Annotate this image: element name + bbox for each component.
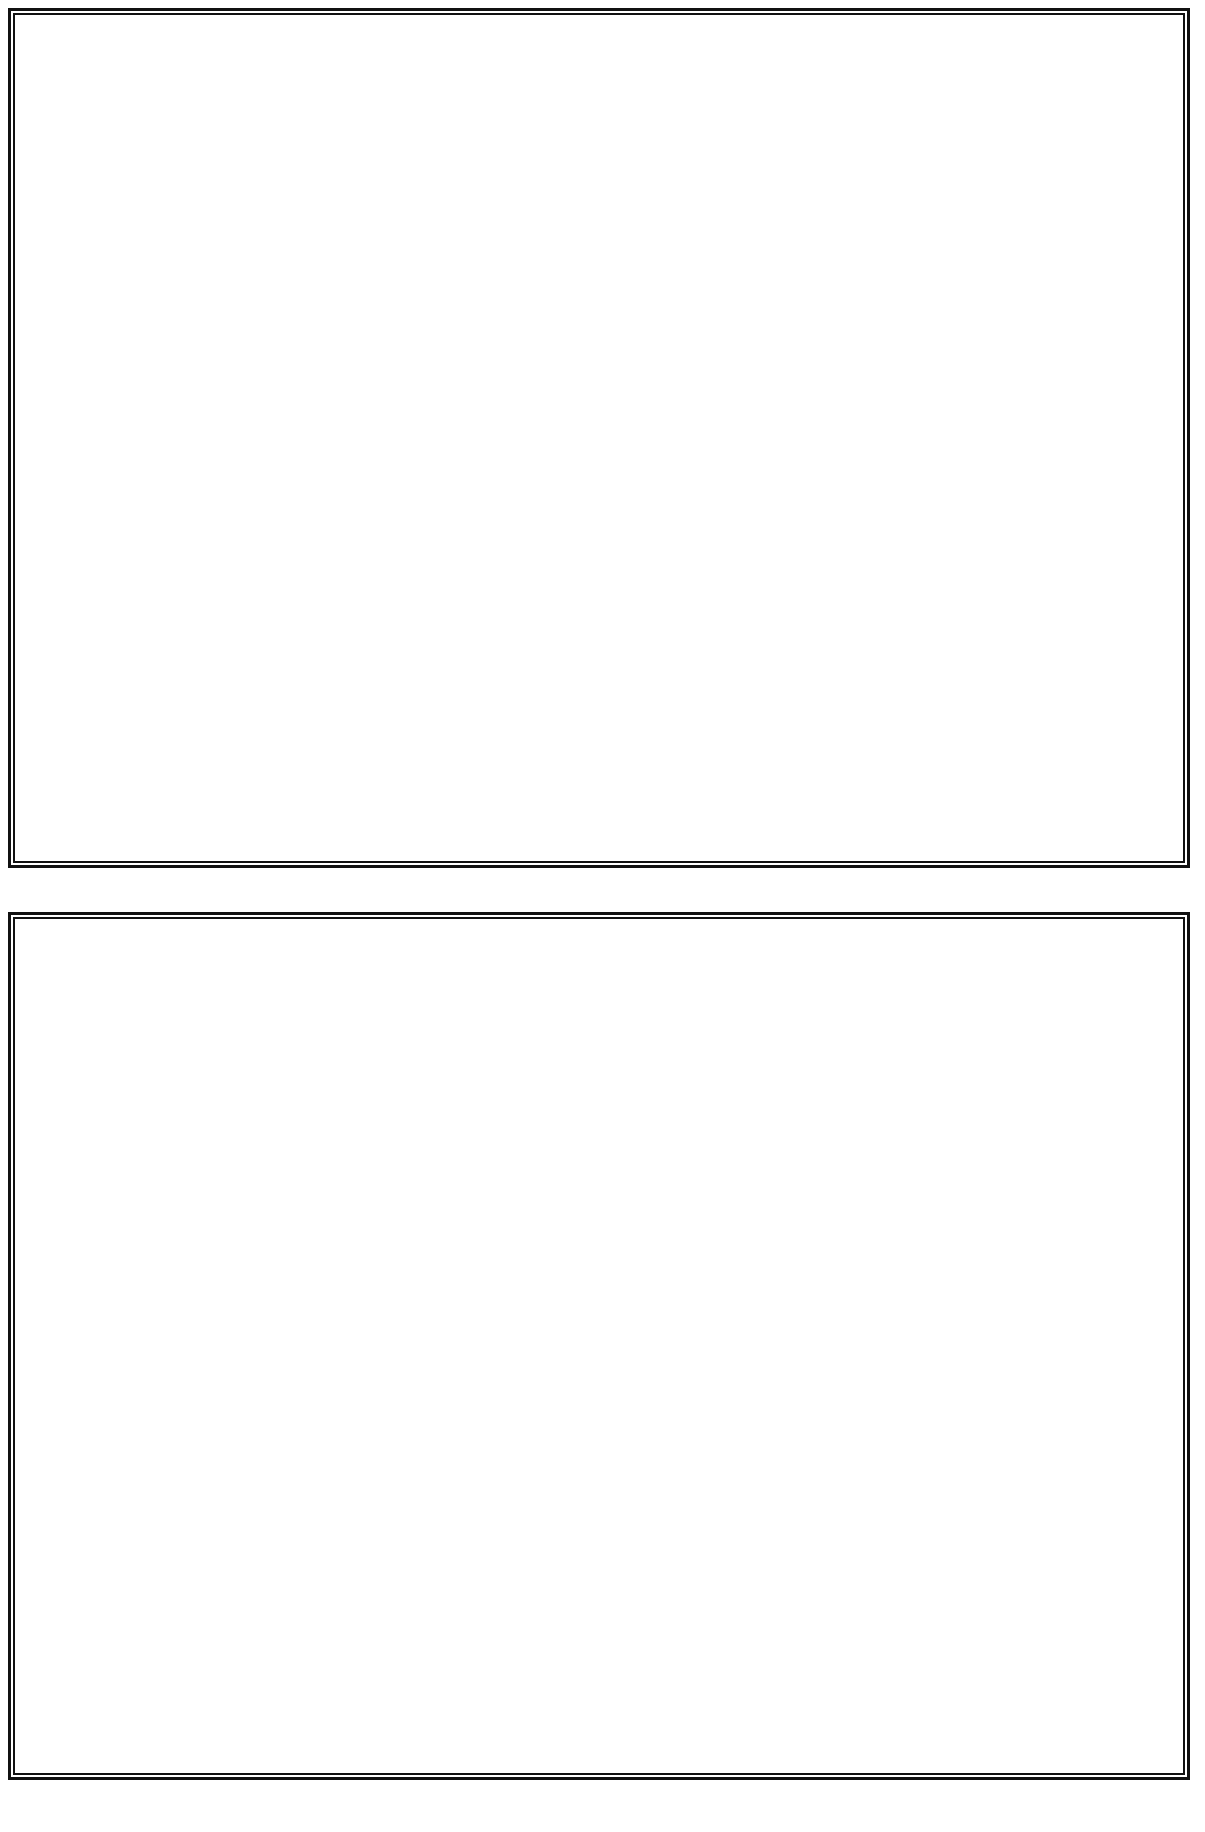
upper-page [8, 8, 1190, 868]
upper-page-columns [21, 21, 1177, 855]
lower-page-columns [21, 925, 1177, 1767]
lower-page [8, 912, 1190, 1780]
